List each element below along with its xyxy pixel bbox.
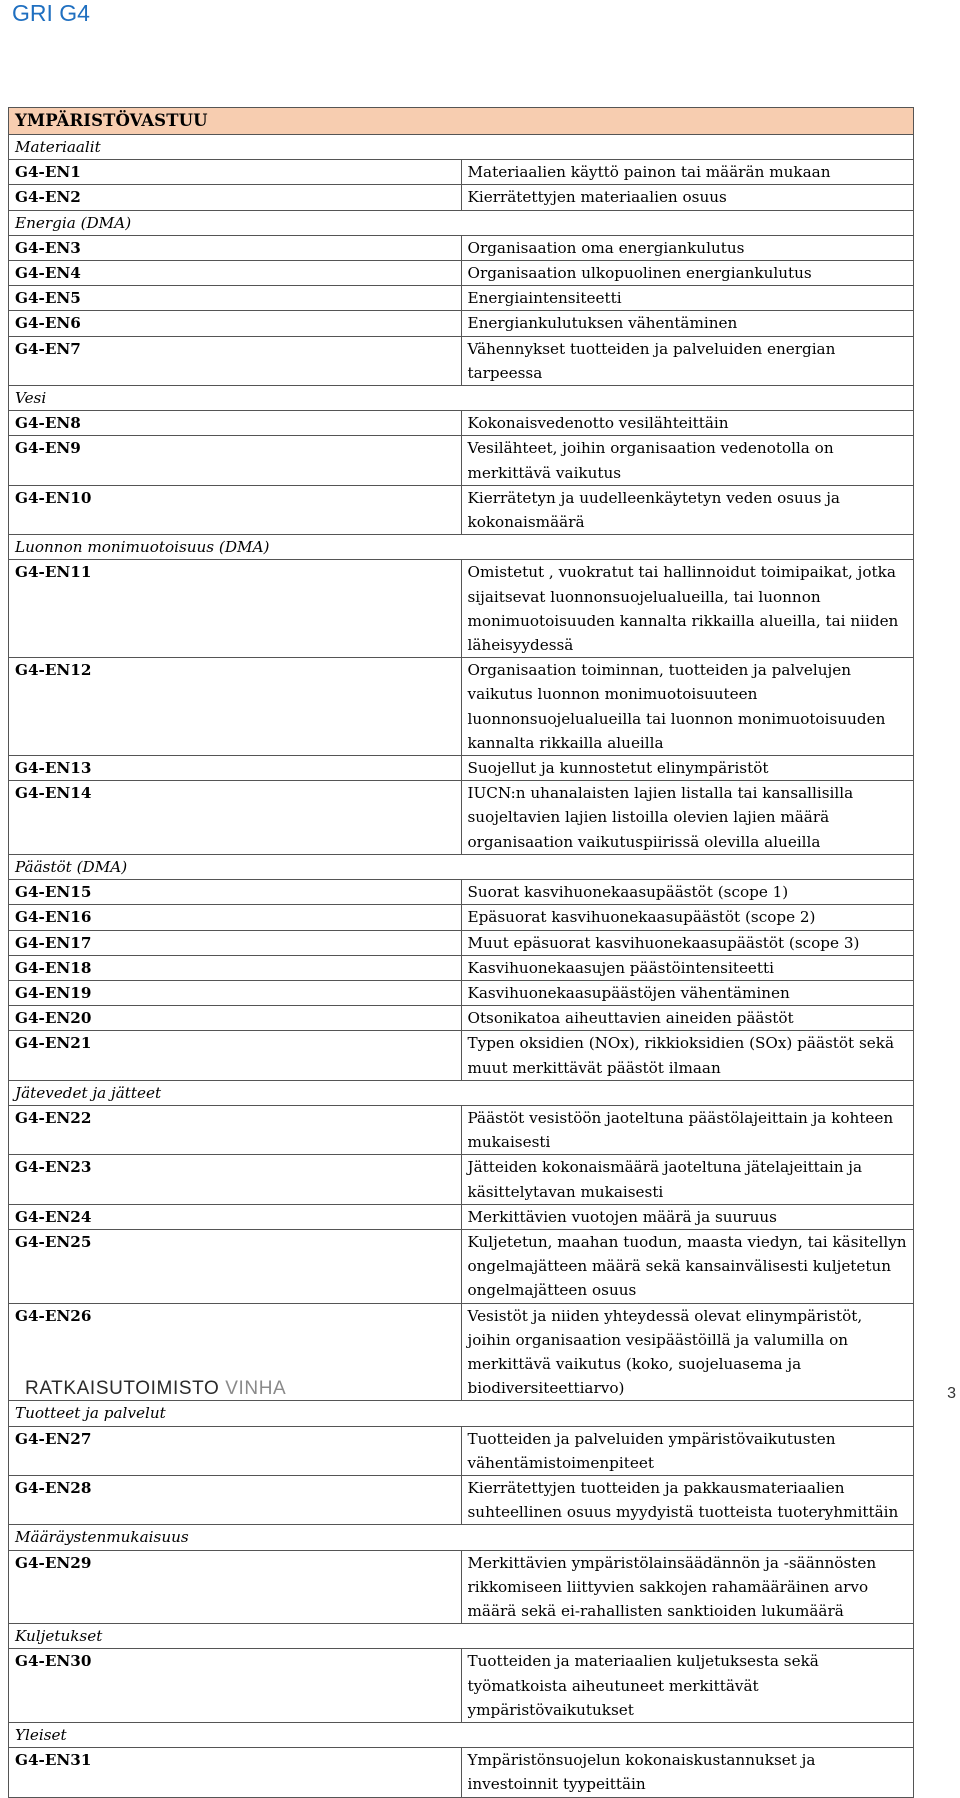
category-row [9,1723,914,1748]
indicator-row [9,1649,914,1723]
indicator-description: Kokonaisvedenotto vesilähteittäin [461,411,914,436]
indicator-code: G4-EN31 [9,1748,462,1797]
indicator-row [9,955,914,980]
company-logo [25,1378,286,1400]
indicator-description: Typen oksidien (NOx), rikkioksidien (SOx) päästöt sekä muut merkittävät päästöt ilmaan [461,1031,914,1080]
indicator-row [9,1229,914,1303]
indicator-description: Jätteiden kokonaismäärä jaoteltuna jätelajeittain ja käsittelytavan mukaisesti [461,1155,914,1204]
category-row [9,1624,914,1649]
indicator-row [9,235,914,260]
category-label: Kuljetukset [9,1624,914,1649]
indicator-description: Suojellut ja kunnostetut elinympäristöt [461,756,914,781]
indicator-row [9,1426,914,1475]
indicator-row [9,336,914,385]
logo-text-primary: RATKAISUTOIMISTO [25,1378,220,1399]
indicator-code: G4-EN17 [9,930,462,955]
indicator-code: G4-EN8 [9,411,462,436]
section-header: YMPÄRISTÖVASTUU [9,108,914,135]
indicator-description: Organisaation toiminnan, tuotteiden ja palvelujen vaikutus luonnon monimuotoisuuteen luonnonsuojelualueilla tai luonnon monimuotoisuuden kannalta rikkailla alueilla [461,658,914,756]
indicator-row [9,905,914,930]
indicator-row [9,756,914,781]
indicator-description: Kasvihuonekaasupäästöjen vähentäminen [461,980,914,1005]
indicator-row [9,485,914,534]
indicator-row [9,980,914,1005]
indicator-code: G4-EN12 [9,658,462,756]
indicator-code: G4-EN15 [9,880,462,905]
indicator-row [9,658,914,756]
indicator-code: G4-EN1 [9,160,462,185]
indicator-row [9,560,914,658]
category-label: Määräystenmukaisuus [9,1525,914,1550]
indicator-description: Tuotteiden ja materiaalien kuljetuksesta sekä työmatkoista aiheutuneet merkittävät ympäristövaikutukset [461,1649,914,1723]
indicator-code: G4-EN13 [9,756,462,781]
category-label: Päästöt (DMA) [9,854,914,879]
indicator-description: Materiaalien käyttö painon tai määrän mukaan [461,160,914,185]
indicator-code: G4-EN7 [9,336,462,385]
indicator-code: G4-EN4 [9,261,462,286]
indicator-description: Vähennykset tuotteiden ja palveluiden energian tarpeessa [461,336,914,385]
indicator-code: G4-EN10 [9,485,462,534]
indicator-description: Omistetut , vuokratut tai hallinnoidut toimipaikat, jotka sijaitsevat luonnonsuojelualueilla, tai luonnon monimuotoisuuden kannalta rikkailla alueilla, tai niiden läheisyydessä [461,560,914,658]
table-header-row [9,108,914,135]
category-row [9,535,914,560]
indicator-code: G4-EN23 [9,1155,462,1204]
indicator-row [9,1550,914,1624]
indicator-row [9,160,914,185]
indicator-row [9,1748,914,1797]
category-label: Energia (DMA) [9,210,914,235]
indicator-description: Otsonikatoa aiheuttavien aineiden päästöt [461,1006,914,1031]
category-row [9,854,914,879]
category-label: Luonnon monimuotoisuus (DMA) [9,535,914,560]
category-label: Jätevedet ja jätteet [9,1080,914,1105]
indicator-code: G4-EN25 [9,1229,462,1303]
indicator-description: Suorat kasvihuonekaasupäästöt (scope 1) [461,880,914,905]
indicator-row [9,880,914,905]
indicator-description: Merkittävien ympäristölainsäädännön ja -säännösten rikkomiseen liittyvien sakkojen rahamääräinen arvo määrä sekä ei-rahallisten sanktioiden lukumäärä [461,1550,914,1624]
indicator-row [9,261,914,286]
category-row [9,210,914,235]
indicator-row [9,1006,914,1031]
indicator-description: Epäsuorat kasvihuonekaasupäästöt (scope 2) [461,905,914,930]
document-title: GRI G4 [12,0,90,26]
indicator-code: G4-EN22 [9,1105,462,1154]
indicator-code: G4-EN29 [9,1550,462,1624]
indicator-description: Kuljetetun, maahan tuodun, maasta viedyn, tai käsitellyn ongelmajätteen määrä sekä kansainvälisesti kuljetetun ongelmajätteen osuus [461,1229,914,1303]
category-row [9,1525,914,1550]
indicator-code: G4-EN24 [9,1204,462,1229]
indicator-code: G4-EN19 [9,980,462,1005]
indicator-description: Kasvihuonekaasujen päästöintensiteetti [461,955,914,980]
indicator-description: Energiankulutuksen vähentäminen [461,311,914,336]
indicator-description: Vesistöt ja niiden yhteydessä olevat elinympäristöt, joihin organisaation vesipäästöillä ja valumilla on merkittävä vaikutus (koko, suojeluasema ja biodiversiteettiarvo) [461,1303,914,1401]
indicator-code: G4-EN26 [9,1303,462,1401]
indicator-code: G4-EN30 [9,1649,462,1723]
indicator-description: IUCN:n uhanalaisten lajien listalla tai kansallisilla suojeltavien lajien listoilla olevien lajien määrä organisaation vaikutuspiirissä olevilla alueilla [461,781,914,855]
indicator-description: Energiaintensiteetti [461,286,914,311]
indicator-row [9,436,914,485]
indicator-description: Ympäristönsuojelun kokonaiskustannukset ja investoinnit tyypeittäin [461,1748,914,1797]
indicator-description: Vesilähteet, joihin organisaation vedenotolla on merkittävä vaikutus [461,436,914,485]
indicator-code: G4-EN5 [9,286,462,311]
indicator-description: Kierrätettyjen tuotteiden ja pakkausmateriaalien suhteellinen osuus myydyistä tuotteista tuoteryhmittäin [461,1475,914,1524]
indicator-description: Kierrätetyn ja uudelleenkäytetyn veden osuus ja kokonaismäärä [461,485,914,534]
indicator-row [9,781,914,855]
indicator-code: G4-EN9 [9,436,462,485]
indicator-row [9,1031,914,1080]
category-row [9,1080,914,1105]
indicator-row [9,286,914,311]
indicator-code: G4-EN6 [9,311,462,336]
indicator-code: G4-EN2 [9,185,462,210]
indicator-code: G4-EN11 [9,560,462,658]
indicator-row [9,1475,914,1524]
indicator-row [9,930,914,955]
category-label: Materiaalit [9,135,914,160]
indicator-code: G4-EN3 [9,235,462,260]
indicator-row [9,411,914,436]
indicator-row [9,185,914,210]
indicator-description: Tuotteiden ja palveluiden ympäristövaikutusten vähentämistoimenpiteet [461,1426,914,1475]
indicator-description: Merkittävien vuotojen määrä ja suuruus [461,1204,914,1229]
logo-text-secondary: VINHA [225,1378,287,1399]
indicator-row [9,311,914,336]
indicator-description: Muut epäsuorat kasvihuonekaasupäästöt (scope 3) [461,930,914,955]
indicator-description: Organisaation ulkopuolinen energiankulutus [461,261,914,286]
indicator-code: G4-EN27 [9,1426,462,1475]
indicator-code: G4-EN14 [9,781,462,855]
gri-environmental-table [8,107,914,1798]
indicator-code: G4-EN28 [9,1475,462,1524]
category-row [9,135,914,160]
indicator-code: G4-EN18 [9,955,462,980]
page-number: 3 [947,1385,956,1402]
indicator-code: G4-EN20 [9,1006,462,1031]
indicator-row [9,1105,914,1154]
indicator-row [9,1204,914,1229]
category-label: Yleiset [9,1723,914,1748]
indicator-description: Organisaation oma energiankulutus [461,235,914,260]
indicator-description: Kierrätettyjen materiaalien osuus [461,185,914,210]
category-label: Vesi [9,386,914,411]
indicator-code: G4-EN16 [9,905,462,930]
category-label: Tuotteet ja palvelut [9,1401,914,1426]
category-row [9,386,914,411]
indicator-code: G4-EN21 [9,1031,462,1080]
indicator-description: Päästöt vesistöön jaoteltuna päästölajeittain ja kohteen mukaisesti [461,1105,914,1154]
indicator-row [9,1155,914,1204]
